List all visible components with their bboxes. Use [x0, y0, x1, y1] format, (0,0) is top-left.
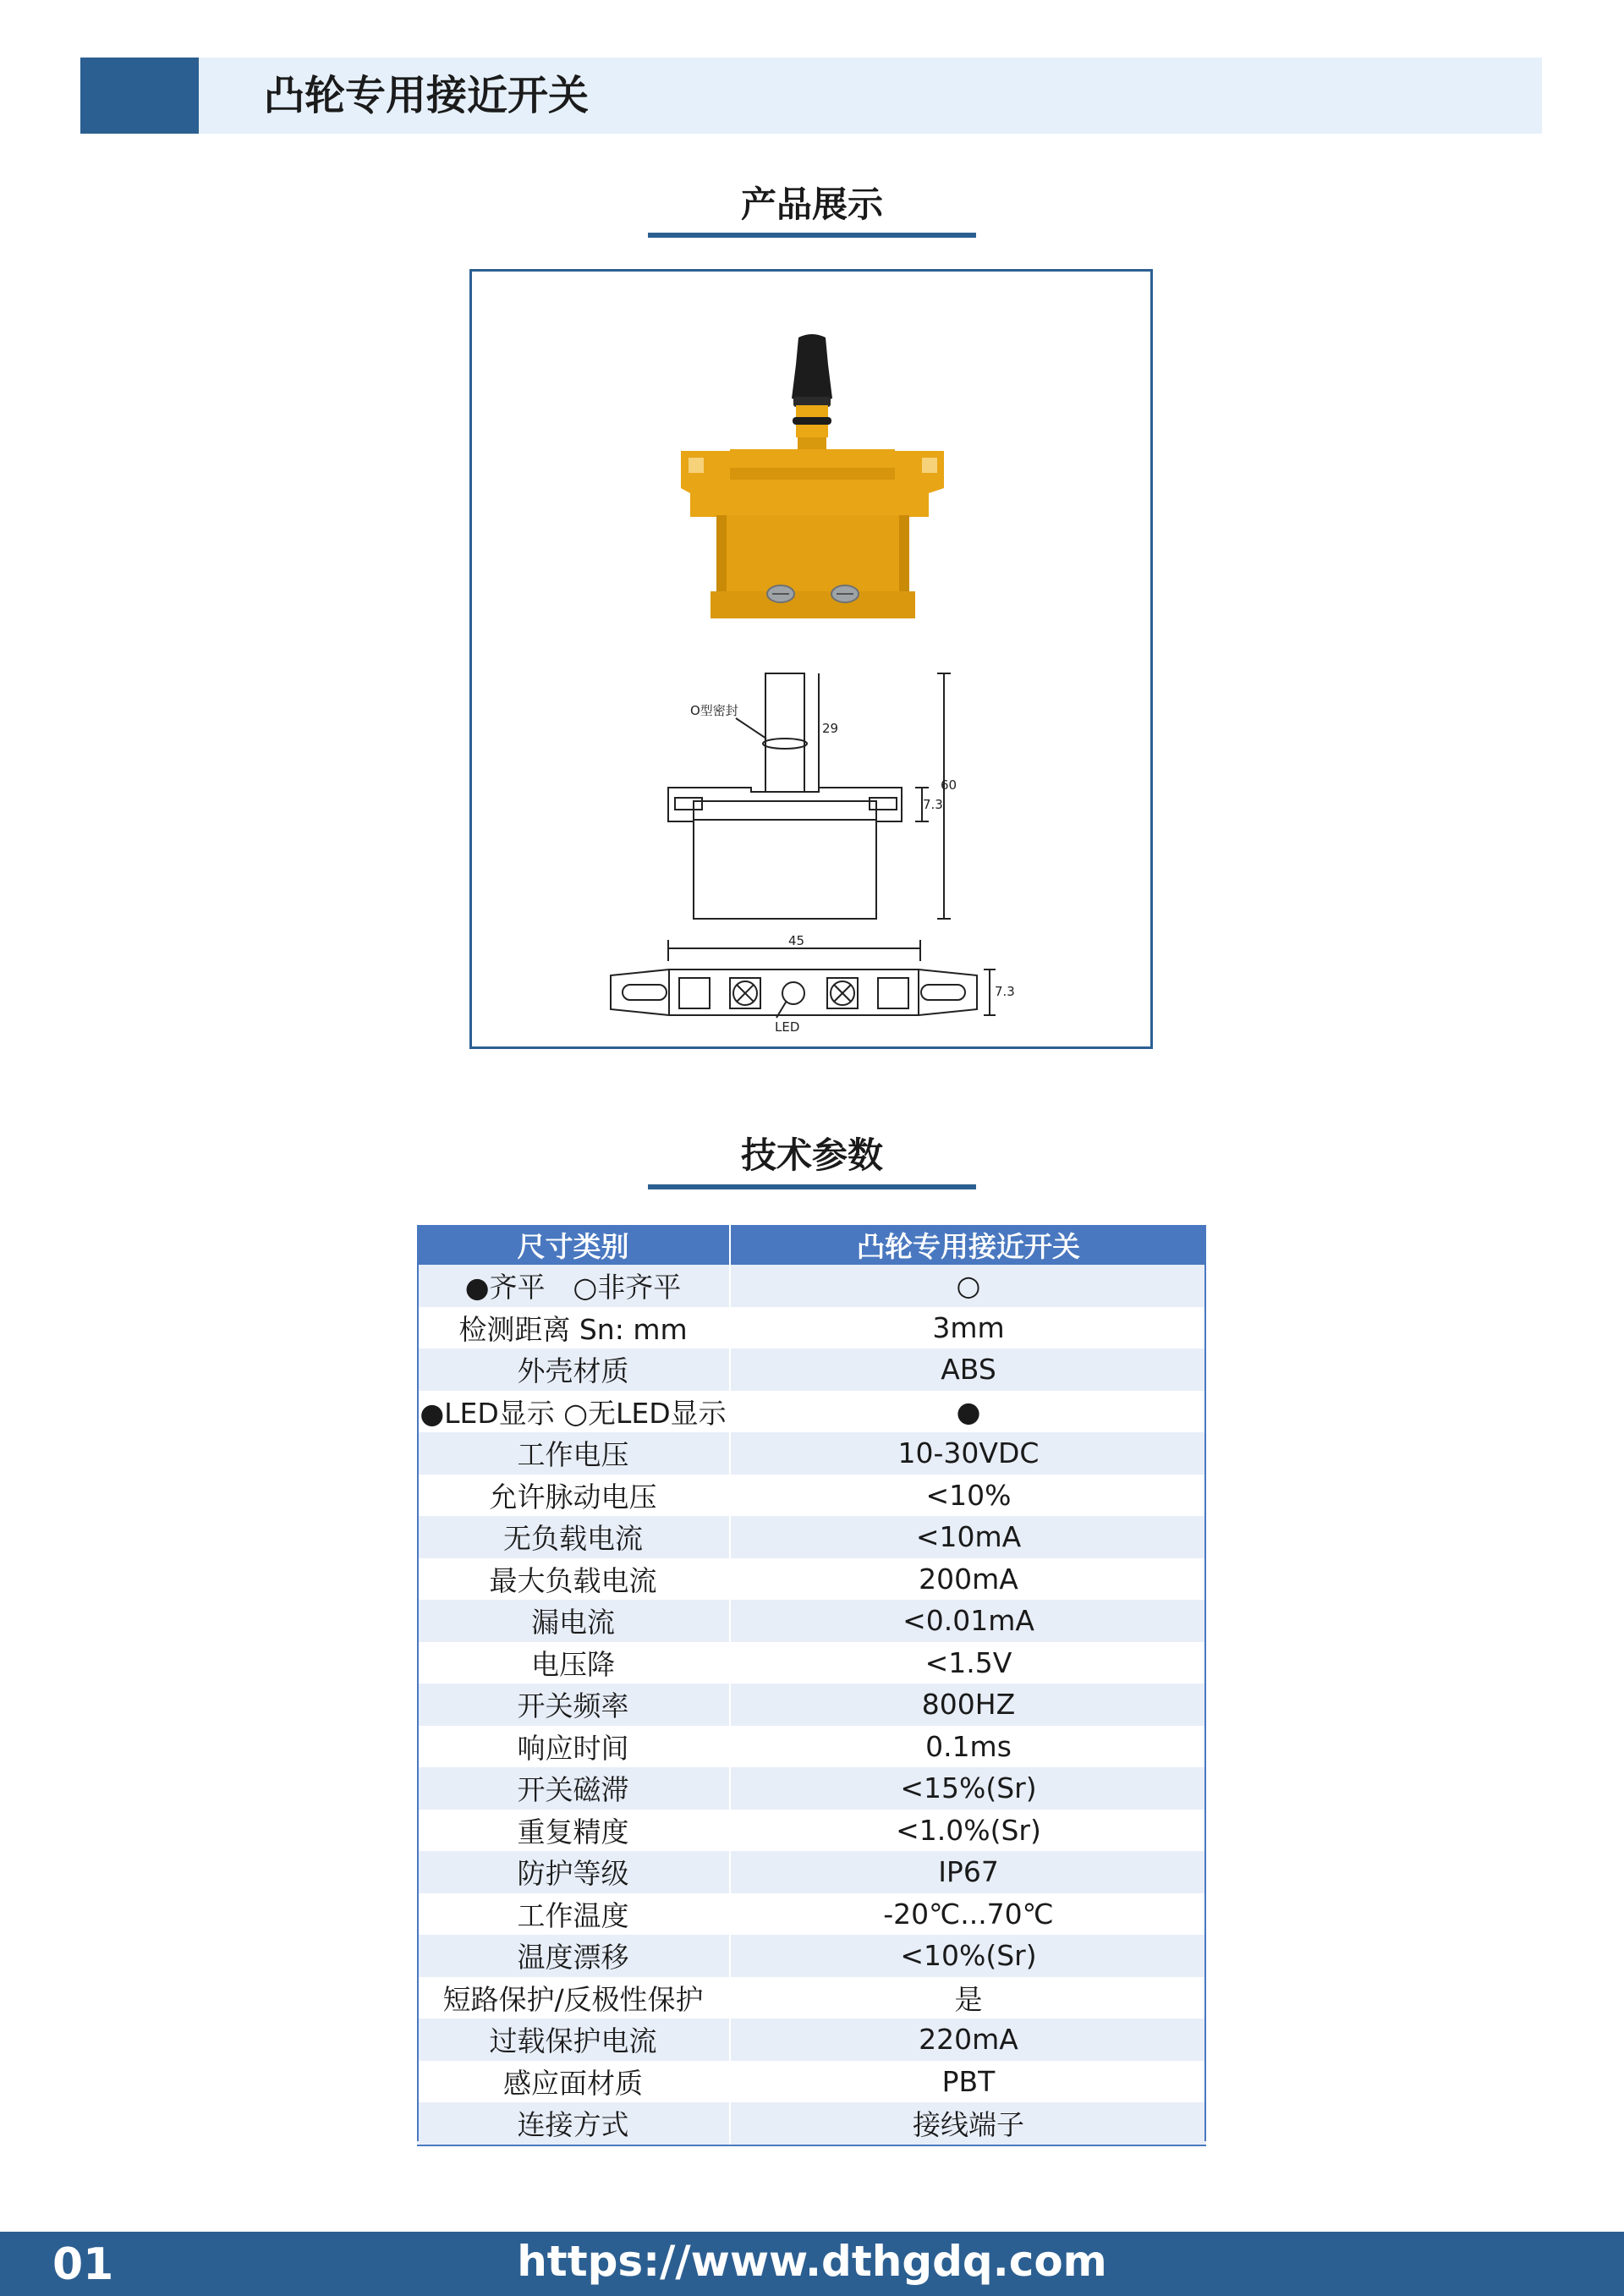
table-header-row	[417, 1225, 1206, 1265]
spec-label: 短路保护/反极性保护	[417, 1977, 730, 2019]
table-row	[417, 1642, 1206, 1684]
table-row	[417, 1265, 1206, 1307]
spec-value: <10mA	[730, 1516, 1206, 1558]
page-title: 凸轮专用接近开关	[264, 72, 590, 119]
spec-label: 电压降	[417, 1642, 730, 1684]
spec-label: 工作电压	[417, 1432, 730, 1475]
bottom-view-drawing	[611, 969, 996, 1018]
table-row	[417, 1726, 1206, 1768]
dim-label-7-3-bottom: 7.3	[995, 984, 1015, 999]
section-underline-specs	[648, 1184, 976, 1189]
table-row	[417, 1977, 1206, 2019]
dim-label-60: 60	[941, 777, 957, 793]
product-illustration	[472, 272, 1155, 1052]
table-row	[417, 2102, 1206, 2145]
spec-value: <0.01mA	[730, 1600, 1206, 1642]
table-row	[417, 1516, 1206, 1558]
table-row	[417, 1307, 1206, 1349]
table-row	[417, 1391, 1206, 1433]
spec-label: 漏电流	[417, 1600, 730, 1642]
spec-value: ABS	[730, 1348, 1206, 1391]
spec-table	[417, 1225, 1206, 2146]
table-row	[417, 1475, 1206, 1517]
table-row	[417, 2061, 1206, 2103]
spec-value: <15%(Sr)	[730, 1767, 1206, 1810]
spec-label: 无负载电流	[417, 1516, 730, 1558]
spec-label: 开关频率	[417, 1684, 730, 1726]
spec-label: 过载保护电流	[417, 2019, 730, 2061]
table-row	[417, 1893, 1206, 1936]
footer-url-link[interactable]: https://www.dthgdq.com	[517, 2237, 1107, 2286]
spec-value: PBT	[730, 2061, 1206, 2103]
table-row	[417, 1935, 1206, 1977]
spec-label: 响应时间	[417, 1726, 730, 1768]
dim-label-29: 29	[822, 721, 839, 736]
spec-label: 检测距离 Sn: mm	[417, 1307, 730, 1349]
product-photo	[681, 334, 944, 618]
spec-label: 连接方式	[417, 2102, 730, 2145]
table-row	[417, 1600, 1206, 1642]
spec-value: 10-30VDC	[730, 1432, 1206, 1475]
table-row	[417, 1348, 1206, 1391]
spec-value: <1.5V	[730, 1642, 1206, 1684]
spec-value: <1.0%(Sr)	[730, 1810, 1206, 1852]
table-row	[417, 1432, 1206, 1475]
page-number: 01	[52, 2239, 114, 2290]
spec-label: ●齐平 ○非齐平	[417, 1265, 730, 1307]
spec-label: 开关磁滞	[417, 1767, 730, 1810]
table-header-cell: 凸轮专用接近开关	[730, 1225, 1206, 1265]
table-row	[417, 1851, 1206, 1893]
spec-value: 0.1ms	[730, 1726, 1206, 1768]
table-row	[417, 1767, 1206, 1810]
spec-value: 800HZ	[730, 1684, 1206, 1726]
spec-value: 3mm	[730, 1307, 1206, 1349]
led-label: LED	[775, 1019, 800, 1035]
table-row	[417, 2019, 1206, 2061]
spec-value: IP67	[730, 1851, 1206, 1893]
oring-label: O型密封	[690, 703, 738, 718]
table-border-right	[1204, 1225, 1206, 2141]
section-title-display: 产品展示	[740, 184, 883, 225]
spec-label: 最大负载电流	[417, 1558, 730, 1601]
spec-value: 接线端子	[730, 2102, 1206, 2145]
spec-value: ●	[730, 1391, 1206, 1433]
spec-value: -20℃...70℃	[730, 1893, 1206, 1936]
spec-label: 防护等级	[417, 1851, 730, 1893]
table-border-left	[417, 1225, 419, 2141]
spec-value: 是	[730, 1977, 1206, 2019]
table-header-cell: 尺寸类别	[417, 1225, 730, 1265]
dim-label-7-3-front: 7.3	[923, 797, 943, 812]
spec-value: 200mA	[730, 1558, 1206, 1601]
dim-label-45: 45	[788, 933, 805, 948]
table-row	[417, 1810, 1206, 1852]
spec-label: 允许脉动电压	[417, 1475, 730, 1517]
spec-label: 感应面材质	[417, 2061, 730, 2103]
product-figure	[469, 269, 1153, 1049]
section-underline-display	[648, 233, 976, 238]
spec-value: ○	[730, 1265, 1206, 1307]
spec-label: 温度漂移	[417, 1935, 730, 1977]
spec-value: <10%	[730, 1475, 1206, 1517]
table-row	[417, 1684, 1206, 1726]
spec-label: 外壳材质	[417, 1348, 730, 1391]
spec-label: 工作温度	[417, 1893, 730, 1936]
header-accent-block	[80, 58, 199, 134]
spec-label: ●LED显示 ○无LED显示	[417, 1391, 730, 1433]
table-row	[417, 1558, 1206, 1601]
section-title-specs: 技术参数	[740, 1134, 883, 1176]
spec-label: 重复精度	[417, 1810, 730, 1852]
spec-value: <10%(Sr)	[730, 1935, 1206, 1977]
spec-value: 220mA	[730, 2019, 1206, 2061]
